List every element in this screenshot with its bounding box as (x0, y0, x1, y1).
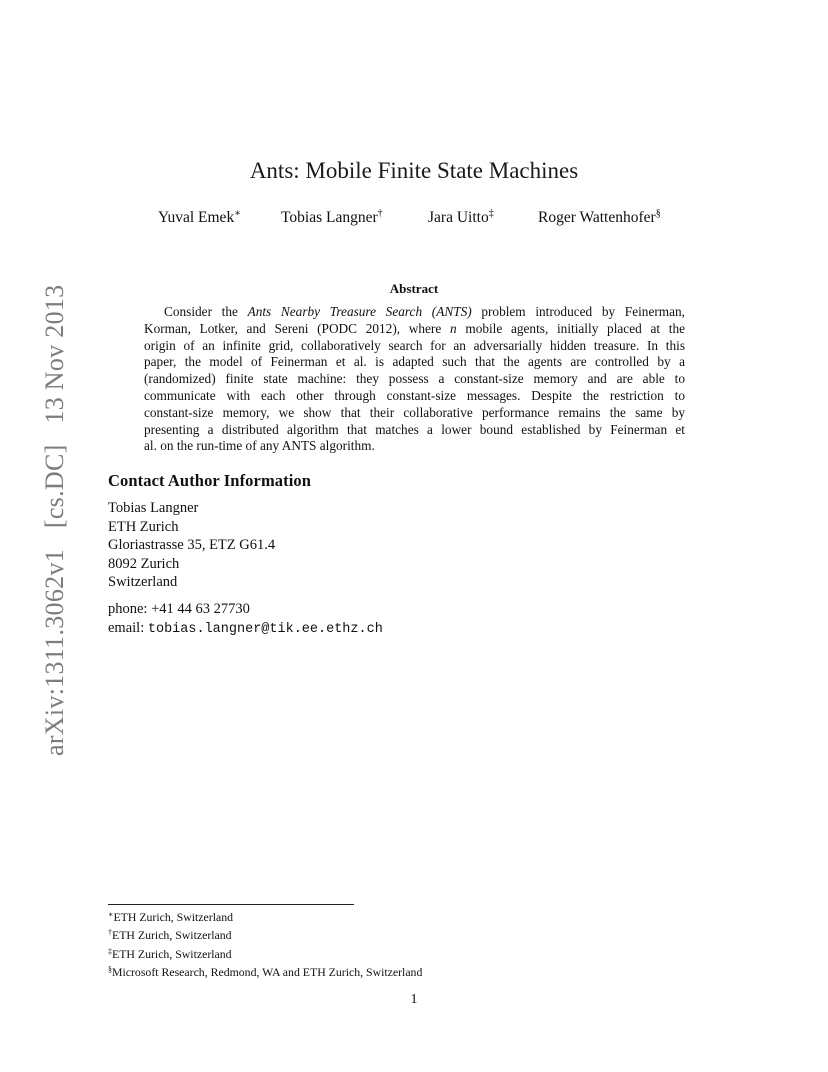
address-line: Switzerland (108, 574, 178, 590)
footnote (108, 907, 422, 925)
abstract-line: (randomized) finite state machine: they possess a constant-size memory and are able to (144, 371, 685, 387)
address-line: ETH Zurich (108, 518, 179, 535)
footnotes (108, 907, 422, 980)
footnote-mark: ∗ (108, 910, 114, 919)
author-mark: † (377, 208, 383, 219)
author-name: Tobias Langner (281, 209, 378, 226)
author-mark: § (655, 208, 661, 219)
address-line: Gloriastrasse 35, ETZ G61.4 (108, 537, 276, 553)
author-2 (281, 208, 383, 227)
footnote-text: Microsoft Research, Redmond, WA and ETH Zurich, Switzerland (112, 964, 423, 979)
author-name: Jara Uitto (428, 209, 489, 226)
footnote-text: ETH Zurich, Switzerland (112, 928, 232, 943)
abstract-text: problem introduced by Feinerman, (471, 304, 685, 319)
abstract-line (144, 304, 685, 321)
author-3 (428, 208, 494, 227)
abstract-text: Consider the (164, 304, 248, 319)
abstract-text: Korman, Lotker, and Sereni (PODC 2012), where (144, 320, 450, 336)
address-line: 8092 Zurich (108, 555, 180, 572)
author-mark: ‡ (488, 208, 494, 219)
email-address[interactable]: tobias.langner@tik.ee.ethz.ch (147, 622, 383, 637)
arxiv-category: [cs.DC] (40, 444, 69, 529)
abstract-line: paper, the model of Feinerman et al. is adapted such that the agents are controlled by a (144, 354, 685, 370)
arxiv-id: arXiv:1311.3062v1 (40, 548, 69, 756)
abstract-body (144, 304, 685, 455)
contact-address (108, 499, 275, 592)
abstract-emphasis: n (449, 320, 457, 336)
abstract-line: origin of an infinite grid, collaboratively search for an adversarially hidden treasure. In this (144, 337, 685, 353)
phone-number: +41 44 63 27730 (151, 601, 250, 617)
contact-details (108, 600, 383, 639)
author-mark: ∗ (234, 208, 241, 219)
author-1 (158, 208, 241, 227)
address-line: Tobias Langner (108, 500, 199, 516)
arxiv-stamp (40, 271, 70, 756)
email-row (108, 619, 383, 639)
footnote-text: ETH Zurich, Switzerland (112, 946, 232, 961)
footnote-mark: § (108, 964, 112, 974)
abstract-line: constant-size memory, we show that their collaborative performance remains the same by (144, 404, 685, 420)
abstract-line: presenting a distributed algorithm that matches a lower bound established by Feinerman et (144, 421, 685, 437)
phone-row (108, 600, 383, 619)
arxiv-date: 13 Nov 2013 (40, 284, 69, 424)
abstract-emphasis: Ants Nearby Treasure Search (ANTS) (247, 304, 472, 319)
author-list (158, 208, 698, 230)
page-number: 1 (410, 992, 418, 1007)
abstract-line: communicate with each other through constant-size messages. Despite the restriction to (144, 387, 685, 403)
author-name: Roger Wattenhofer (538, 209, 656, 226)
abstract-line (144, 321, 685, 338)
email-label: email: (108, 620, 145, 636)
abstract-heading: Abstract (389, 281, 439, 296)
phone-label: phone: (108, 601, 148, 617)
author-4 (538, 208, 661, 227)
footnote (108, 944, 422, 962)
paper-title: Ants: Mobile Finite State Machines (249, 158, 579, 183)
footnote (108, 962, 422, 980)
contact-heading: Contact Author Information (108, 471, 312, 490)
footnote-text: ETH Zurich, Switzerland (113, 910, 234, 924)
footnote (108, 925, 422, 943)
author-name: Yuval Emek (158, 209, 235, 226)
footnote-mark: † (108, 928, 112, 938)
abstract-line: al. on the run-time of any ANTS algorithm. (144, 438, 375, 454)
footnote-rule (108, 904, 354, 905)
footnote-mark: ‡ (108, 946, 112, 956)
abstract-text: mobile agents, initially placed at the (456, 320, 686, 336)
